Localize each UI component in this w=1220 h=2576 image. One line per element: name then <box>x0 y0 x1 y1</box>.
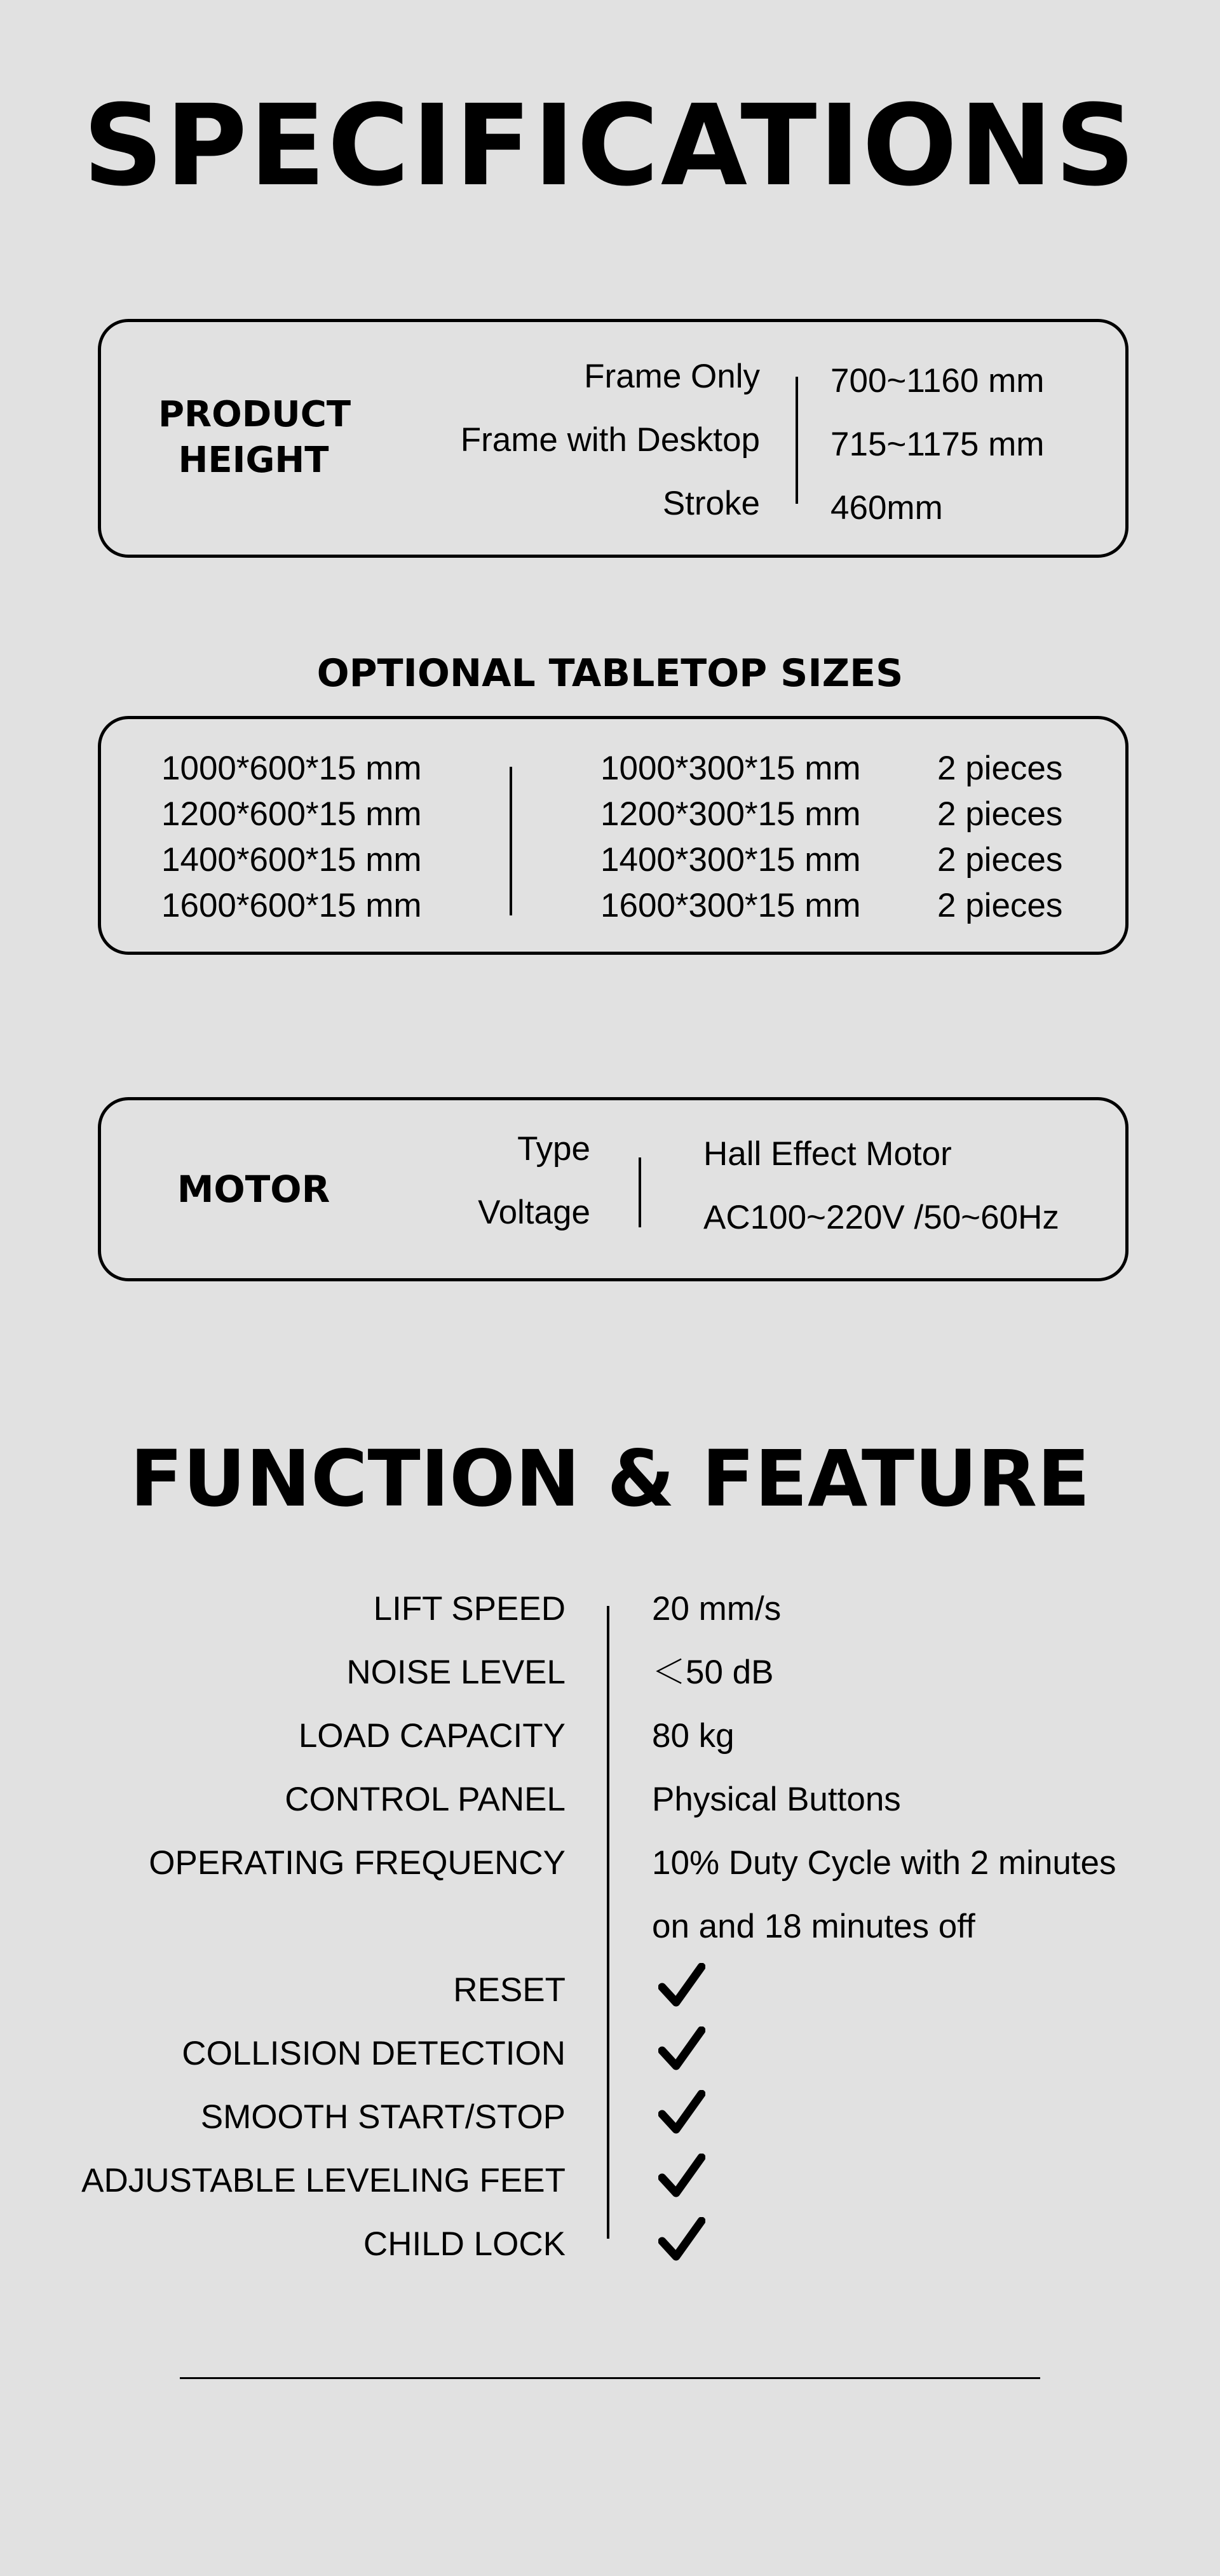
tabletop-heading: OPTIONAL TABLETOP SIZES <box>316 651 904 696</box>
feature-value-lift-speed: 20 mm/s <box>652 1590 782 1628</box>
page-title: SPECIFICATIONS <box>83 81 1137 211</box>
spec-name-frame-with-desktop: Frame with Desktop <box>460 421 760 459</box>
feature-title: FUNCTION & FEATURE <box>130 1434 1090 1524</box>
feature-label-smooth-start-stop: SMOOTH START/STOP <box>200 2098 566 2136</box>
tabletop-size: 1400*600*15 mm <box>161 841 422 879</box>
motor-spec-value-type: Hall Effect Motor <box>703 1135 952 1173</box>
motor-spec-name-voltage: Voltage <box>478 1194 590 1231</box>
spec-value-frame-with-desktop: 715~1175 mm <box>830 426 1045 463</box>
motor-divider <box>639 1157 641 1227</box>
product-height-label <box>158 392 349 483</box>
motor-card <box>98 1097 1128 1281</box>
feature-value-control-panel: Physical Buttons <box>652 1781 901 1818</box>
feature-label-adjustable-leveling-feet: ADJUSTABLE LEVELING FEET <box>81 2162 566 2199</box>
tabletop-size: 1200*600*15 mm <box>161 795 422 833</box>
tabletop-split-size: 1400*300*15 mm <box>600 841 861 879</box>
tabletop-split-qty: 2 pieces <box>937 887 1063 924</box>
bottom-divider <box>180 2377 1040 2379</box>
tabletop-split-size: 1200*300*15 mm <box>600 795 861 833</box>
spec-name-stroke: Stroke <box>662 485 760 522</box>
tabletop-split-size: 1000*300*15 mm <box>600 750 861 787</box>
tabletop-split-qty: 2 pieces <box>937 795 1063 833</box>
feature-value-operating-frequency-line2: on and 18 minutes off <box>652 1908 975 1945</box>
checkmark-icon <box>658 2217 705 2264</box>
tabletop-split-size: 1600*300*15 mm <box>600 887 861 924</box>
tabletop-size: 1000*600*15 mm <box>161 750 422 787</box>
feature-label-control-panel: CONTROL PANEL <box>285 1781 566 1818</box>
tabletop-divider <box>510 767 512 915</box>
spec-name-frame-only: Frame Only <box>584 358 760 395</box>
motor-spec-value-voltage: AC100~220V /50~60Hz <box>703 1199 1059 1236</box>
checkmark-icon <box>658 1963 705 2010</box>
feature-divider <box>607 1606 609 2239</box>
feature-label-child-lock: CHILD LOCK <box>363 2225 566 2263</box>
product-height-divider <box>796 377 798 504</box>
feature-value-noise-level: ＜50 dB <box>652 1654 774 1691</box>
product-height-label-line1: PRODUCT <box>158 394 351 435</box>
spec-value-stroke: 460mm <box>830 489 943 527</box>
tabletop-size: 1600*600*15 mm <box>161 887 422 924</box>
tabletop-split-qty: 2 pieces <box>937 750 1063 787</box>
tabletop-card <box>98 716 1128 955</box>
motor-label: MOTOR <box>177 1168 330 1211</box>
feature-label-collision-detection: COLLISION DETECTION <box>182 2035 566 2072</box>
feature-label-reset: RESET <box>453 1971 566 2009</box>
spec-value-frame-only: 700~1160 mm <box>830 362 1045 400</box>
feature-value-operating-frequency: 10% Duty Cycle with 2 minutes <box>652 1844 1116 1882</box>
feature-label-operating-frequency: OPERATING FREQUENCY <box>149 1844 566 1882</box>
checkmark-icon <box>658 2026 705 2074</box>
feature-value-load-capacity: 80 kg <box>652 1717 735 1755</box>
checkmark-icon <box>658 2090 705 2137</box>
tabletop-split-qty: 2 pieces <box>937 841 1063 879</box>
feature-label-lift-speed: LIFT SPEED <box>373 1590 566 1628</box>
feature-label-noise-level: NOISE LEVEL <box>346 1654 566 1691</box>
motor-spec-name-type: Type <box>517 1130 590 1168</box>
feature-label-load-capacity: LOAD CAPACITY <box>298 1717 566 1755</box>
product-height-label-line2: HEIGHT <box>178 440 329 481</box>
product-height-card <box>98 319 1128 558</box>
checkmark-icon <box>658 2154 705 2201</box>
